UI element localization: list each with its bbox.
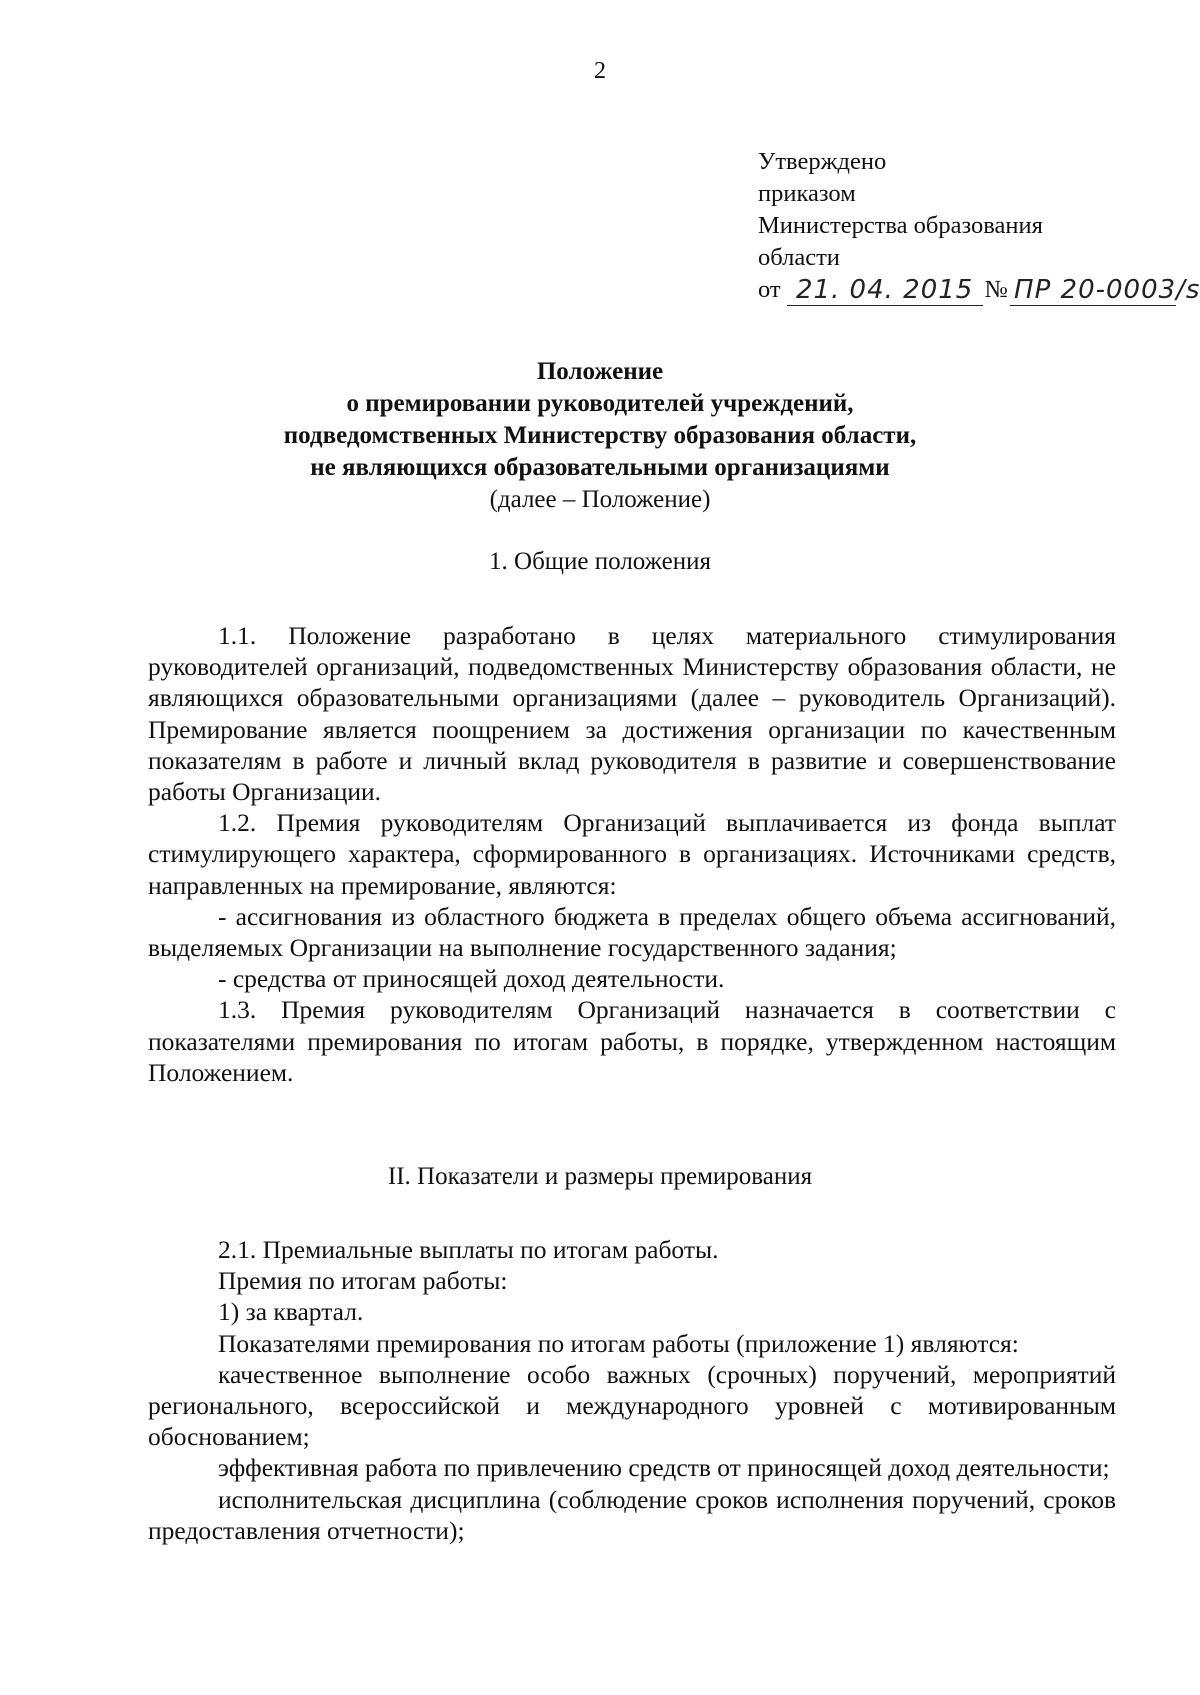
title-line: не являющихся образовательными организациями: [310, 454, 890, 481]
section-body: [148, 1234, 1116, 1546]
list-item: качественное выполнение особо важных (срочных) поручений, мероприятий регионального, всероссийской и международного уровней с мотивированным обоснованием;: [148, 1359, 1116, 1452]
paragraph: 1.2. Премия руководителям Организаций выплачивается из фонда выплат стимулирующего характера, сформированного в организациях. Источниками средств, направленных на премирование, являются:: [148, 808, 1116, 900]
approval-line: приказом: [758, 180, 856, 207]
number-label: №: [984, 276, 1009, 303]
approval-line: Утверждено: [758, 148, 887, 175]
section-heading: 1. Общие положения: [489, 548, 711, 575]
paragraph: Премия по итогам работы:: [218, 1266, 508, 1296]
list-item: эффективная работа по привлечению средств от приносящей доход деятельности;: [218, 1453, 1110, 1483]
section-body: [148, 620, 1116, 1088]
title-line: (далее – Положение): [489, 486, 711, 513]
list-item: - средства от приносящей доход деятельности.: [218, 964, 725, 994]
title-line: Положение: [536, 358, 664, 385]
approval-line: Министерства образования: [758, 212, 1043, 239]
list-item: исполнительская дисциплина (соблюдение сроков исполнения поручений, сроков предоставления отчетности);: [148, 1484, 1116, 1545]
paragraph: 1.1. Положение разработано в целях материального стимулирования руководителей организаций, подведомственных Министерству образования области, не являющихся образовательными организациями (далее – руководитель Организаций). Премирование является поощрением за достижения организации по качественным показателям в работе и личный вклад руководителя в развитие и совершенствование работы Организации.: [148, 621, 1116, 807]
page-number: 2: [594, 58, 606, 84]
paragraph: 1.3. Премия руководителям Организаций назначается в соответствии с показателями премирования по итогам работы, в порядке, утвержденном настоящим Положением.: [148, 995, 1116, 1087]
handwritten-number: ПР 20-0003/s: [1010, 275, 1176, 306]
paragraph: 2.1. Премиальные выплаты по итогам работы.: [218, 1235, 719, 1264]
title-line: подведомственных Министерству образования области,: [283, 422, 917, 449]
paragraph: Показателями премирования по итогам работы (приложение 1) являются:: [218, 1328, 1019, 1358]
list-item: - ассигнования из областного бюджета в пределах общего объема ассигнований, выделяемых Организации на выполнение государственного задания;: [148, 901, 1116, 963]
approval-line: области: [758, 244, 840, 271]
paragraph: 1) за квартал.: [218, 1297, 364, 1327]
section-heading: II. Показатели и размеры премирования: [387, 1163, 813, 1190]
handwritten-date: 21. 04. 2015: [787, 275, 983, 306]
title-line: о премировании руководителей учреждений,: [346, 390, 854, 417]
from-label: от: [758, 276, 781, 303]
approval-stamp: [758, 146, 1200, 306]
document-title: [0, 356, 1200, 516]
approval-date-line: [758, 274, 1200, 306]
